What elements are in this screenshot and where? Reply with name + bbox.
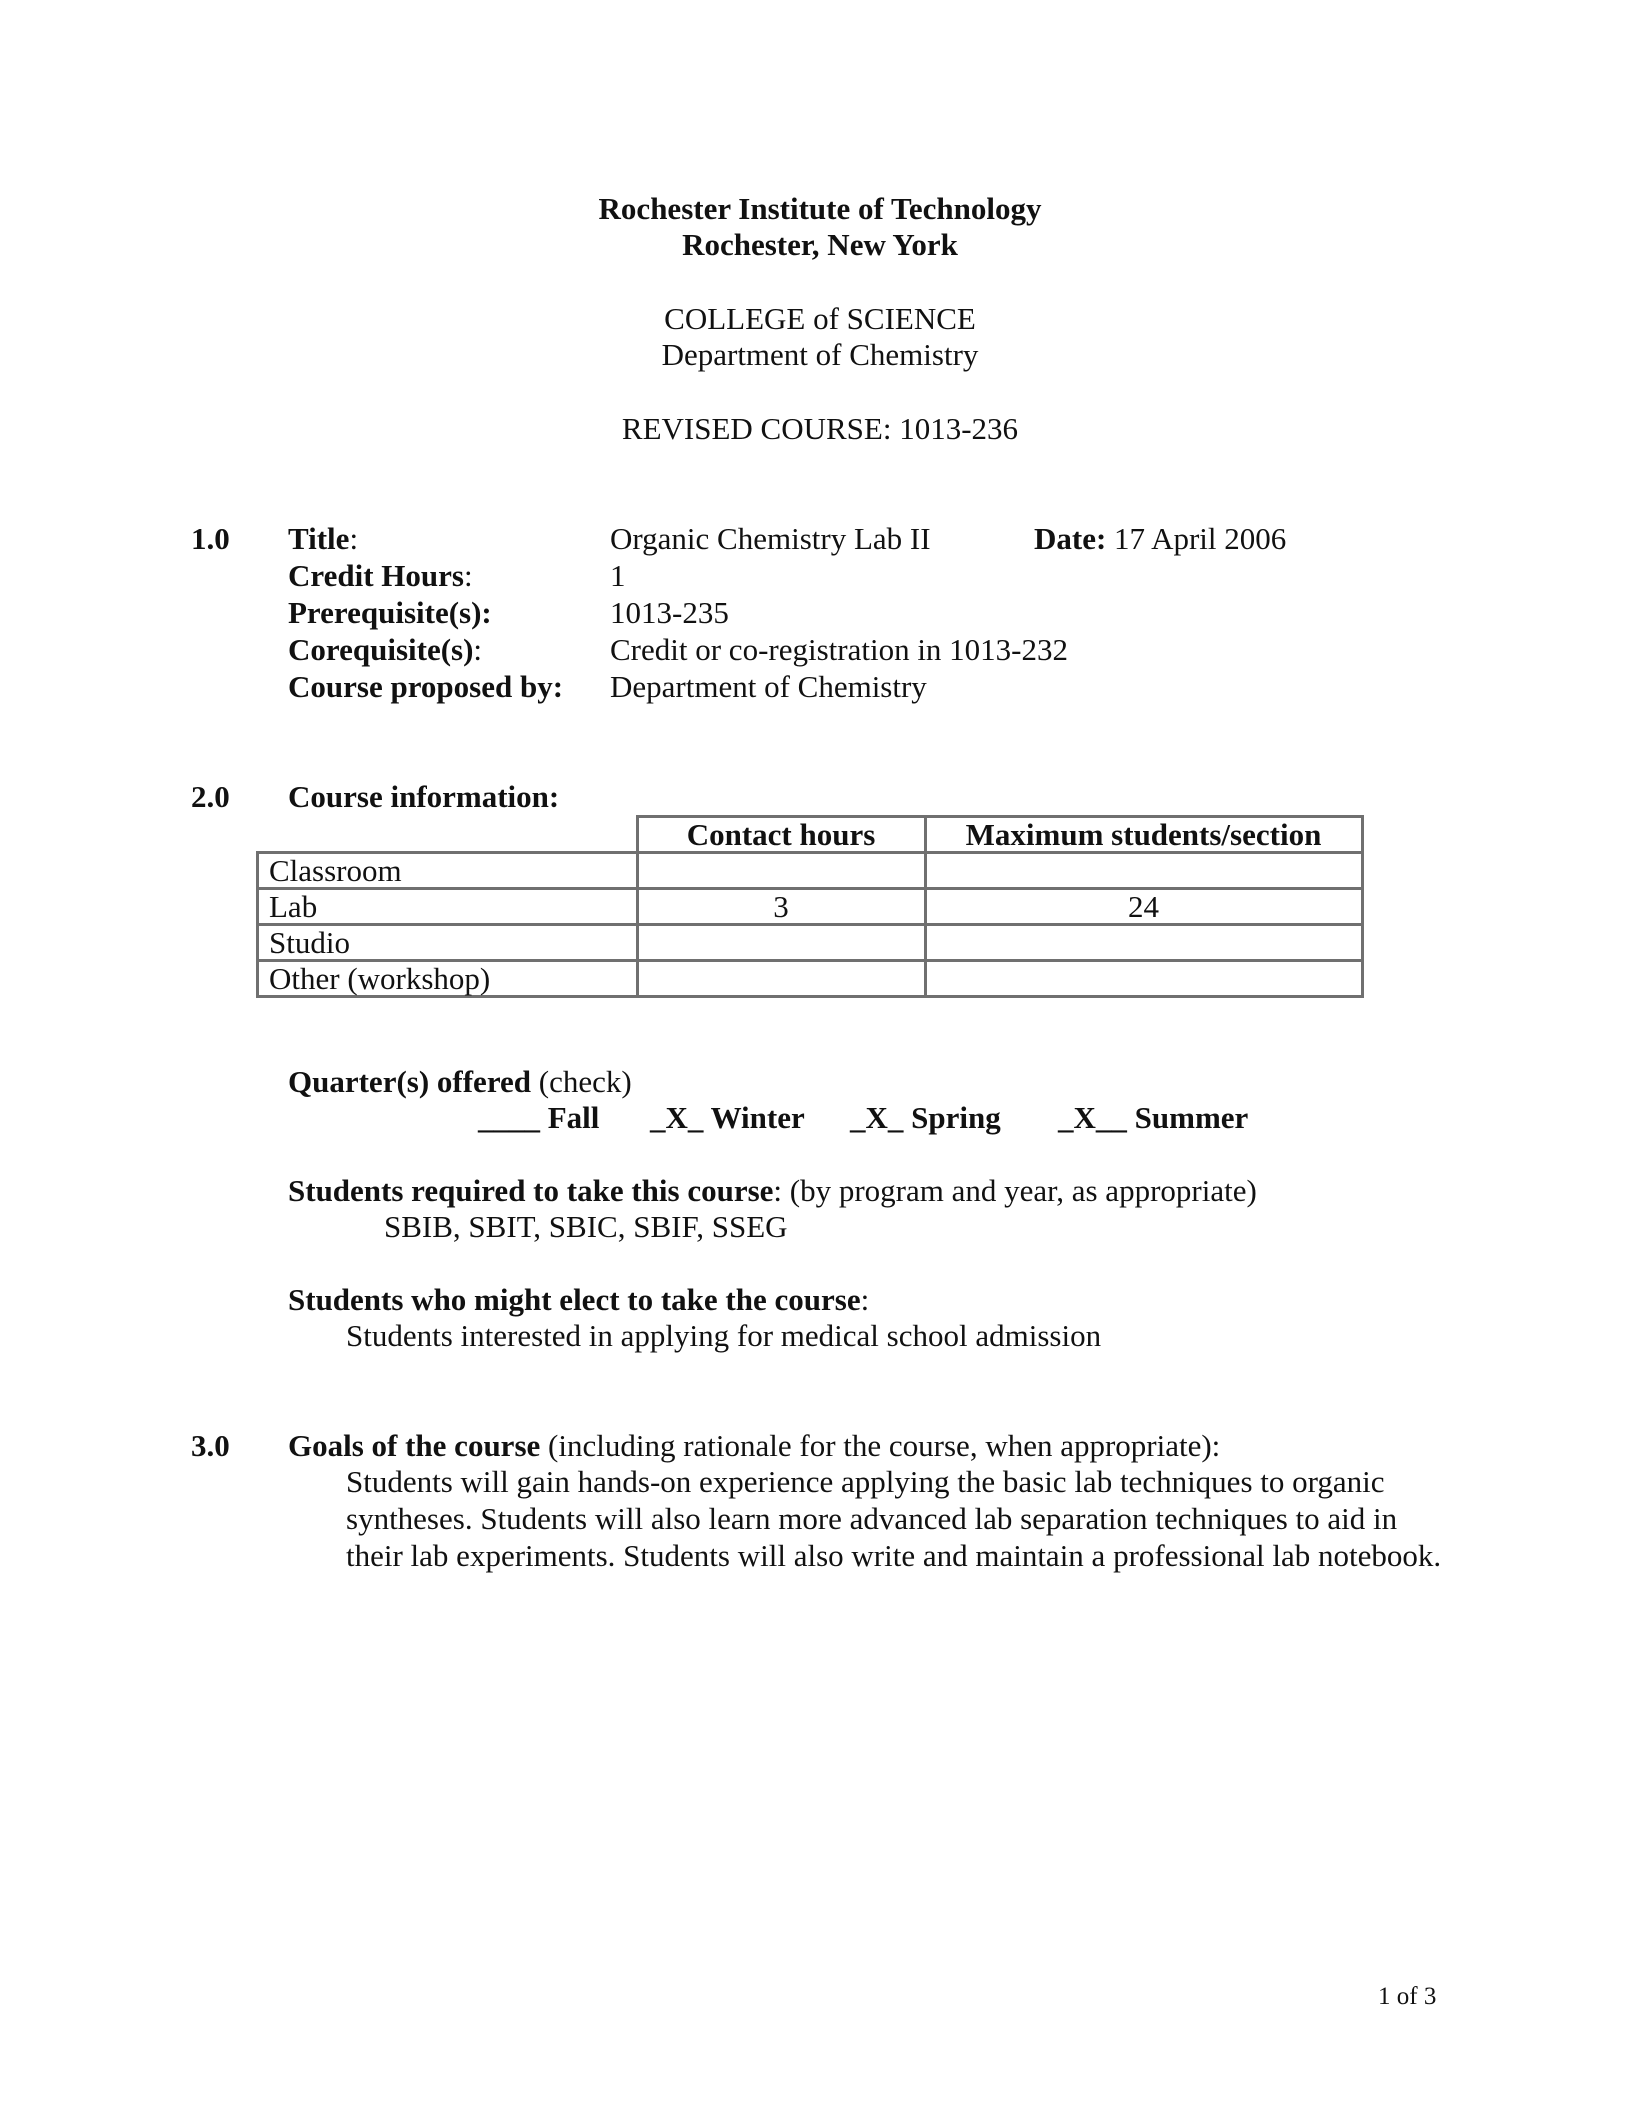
section-1-number: 1.0 (191, 521, 230, 556)
quarter-fall (478, 1099, 599, 1136)
credit-hours-value: 1 (610, 558, 626, 593)
quarter-summer (1058, 1099, 1248, 1136)
table-row (258, 889, 1363, 925)
corequisite-label-text: Corequisite(s) (288, 632, 474, 667)
title-label: Title: (288, 521, 359, 556)
contact-hours-cell: 3 (637, 889, 925, 925)
department-name: Department of Chemistry (661, 337, 979, 372)
row-label: Other (workshop) (258, 961, 638, 997)
section-2-number: 2.0 (191, 779, 230, 814)
quarter-spring-name: Spring (911, 1100, 1001, 1135)
date-field (1034, 520, 1286, 557)
college-name: COLLEGE of SCIENCE (664, 301, 976, 336)
goals-heading-line (288, 1427, 1220, 1464)
date-value: 17 April 2006 (1114, 521, 1287, 556)
contact-hours-header: Contact hours (637, 817, 925, 853)
max-students-cell (925, 853, 1362, 889)
required-students-line: Students required to take this course: (by program and year, as appropriate) (288, 1173, 1257, 1208)
goals-body: Students will gain hands-on experience applying the basic lab techniques to organic syntheses. Students will also learn more advanced lab separation techniques to aid in their lab experiments. Students will also write and maintain a professional lab notebook. (346, 1464, 1442, 1573)
row-label: Lab (258, 889, 638, 925)
required-students-note: (by program and year, as appropriate) (789, 1173, 1257, 1208)
course-information-heading: Course information: (288, 779, 560, 814)
elective-students-line: Students who might elect to take the course: (288, 1282, 870, 1317)
course-information-table (256, 815, 1364, 998)
title-value: Organic Chemistry Lab II (610, 521, 931, 556)
quarter-fall-mark: ____ (478, 1100, 540, 1135)
table-corner-cell (258, 817, 638, 853)
title-label-text: Title (288, 521, 350, 556)
quarter-fall-name: Fall (547, 1100, 600, 1135)
elective-students-value: Students interested in applying for medical school admission (346, 1318, 1102, 1353)
quarter-summer-mark: _X__ (1058, 1100, 1127, 1135)
quarter-winter (650, 1099, 805, 1136)
proposed-by-value: Department of Chemistry (610, 669, 927, 704)
credit-hours-label: Credit Hours: (288, 558, 473, 593)
table-row (258, 925, 1363, 961)
institution-name: Rochester Institute of Technology (598, 191, 1042, 226)
elective-students-label: Students who might elect to take the course (288, 1282, 861, 1317)
quarter-winter-mark: _X_ (650, 1100, 704, 1135)
table-row (258, 853, 1363, 889)
required-programs: SBIB, SBIT, SBIC, SBIF, SSEG (384, 1209, 788, 1244)
contact-hours-cell (637, 961, 925, 997)
quarters-offered-label: Quarter(s) offered (288, 1064, 532, 1099)
quarter-spring-mark: _X_ (850, 1100, 904, 1135)
quarters-offered-line (288, 1063, 632, 1100)
credit-hours-label-text: Credit Hours (288, 558, 464, 593)
quarter-winter-name: Winter (710, 1100, 805, 1135)
prerequisite-label: Prerequisite(s): (288, 595, 492, 630)
prerequisite-value: 1013-235 (610, 595, 729, 630)
row-label: Classroom (258, 853, 638, 889)
date-label: Date: (1034, 521, 1107, 556)
goals-heading: Goals of the course (288, 1428, 541, 1463)
quarter-spring (850, 1099, 1001, 1136)
corequisite-value: Credit or co-registration in 1013-232 (610, 632, 1069, 667)
required-students-label: Students required to take this course (288, 1173, 774, 1208)
institution-location: Rochester, New York (682, 227, 958, 262)
page-number: 1 of 3 (1378, 1983, 1437, 2010)
contact-hours-cell (637, 925, 925, 961)
proposed-by-label: Course proposed by: (288, 669, 564, 704)
max-students-cell (925, 961, 1362, 997)
contact-hours-cell (637, 853, 925, 889)
revised-course-line: REVISED COURSE: 1013-236 (621, 411, 1019, 446)
table-row (258, 961, 1363, 997)
table-header-row (258, 817, 1363, 853)
goals-note: (including rationale for the course, when appropriate): (548, 1428, 1221, 1463)
max-students-cell: 24 (925, 889, 1362, 925)
corequisite-label: Corequisite(s): (288, 632, 483, 667)
max-students-header: Maximum students/section (925, 817, 1362, 853)
max-students-cell (925, 925, 1362, 961)
row-label: Studio (258, 925, 638, 961)
section-3-number: 3.0 (191, 1428, 230, 1463)
quarters-offered-note: (check) (538, 1064, 632, 1099)
quarter-summer-name: Summer (1134, 1100, 1249, 1135)
